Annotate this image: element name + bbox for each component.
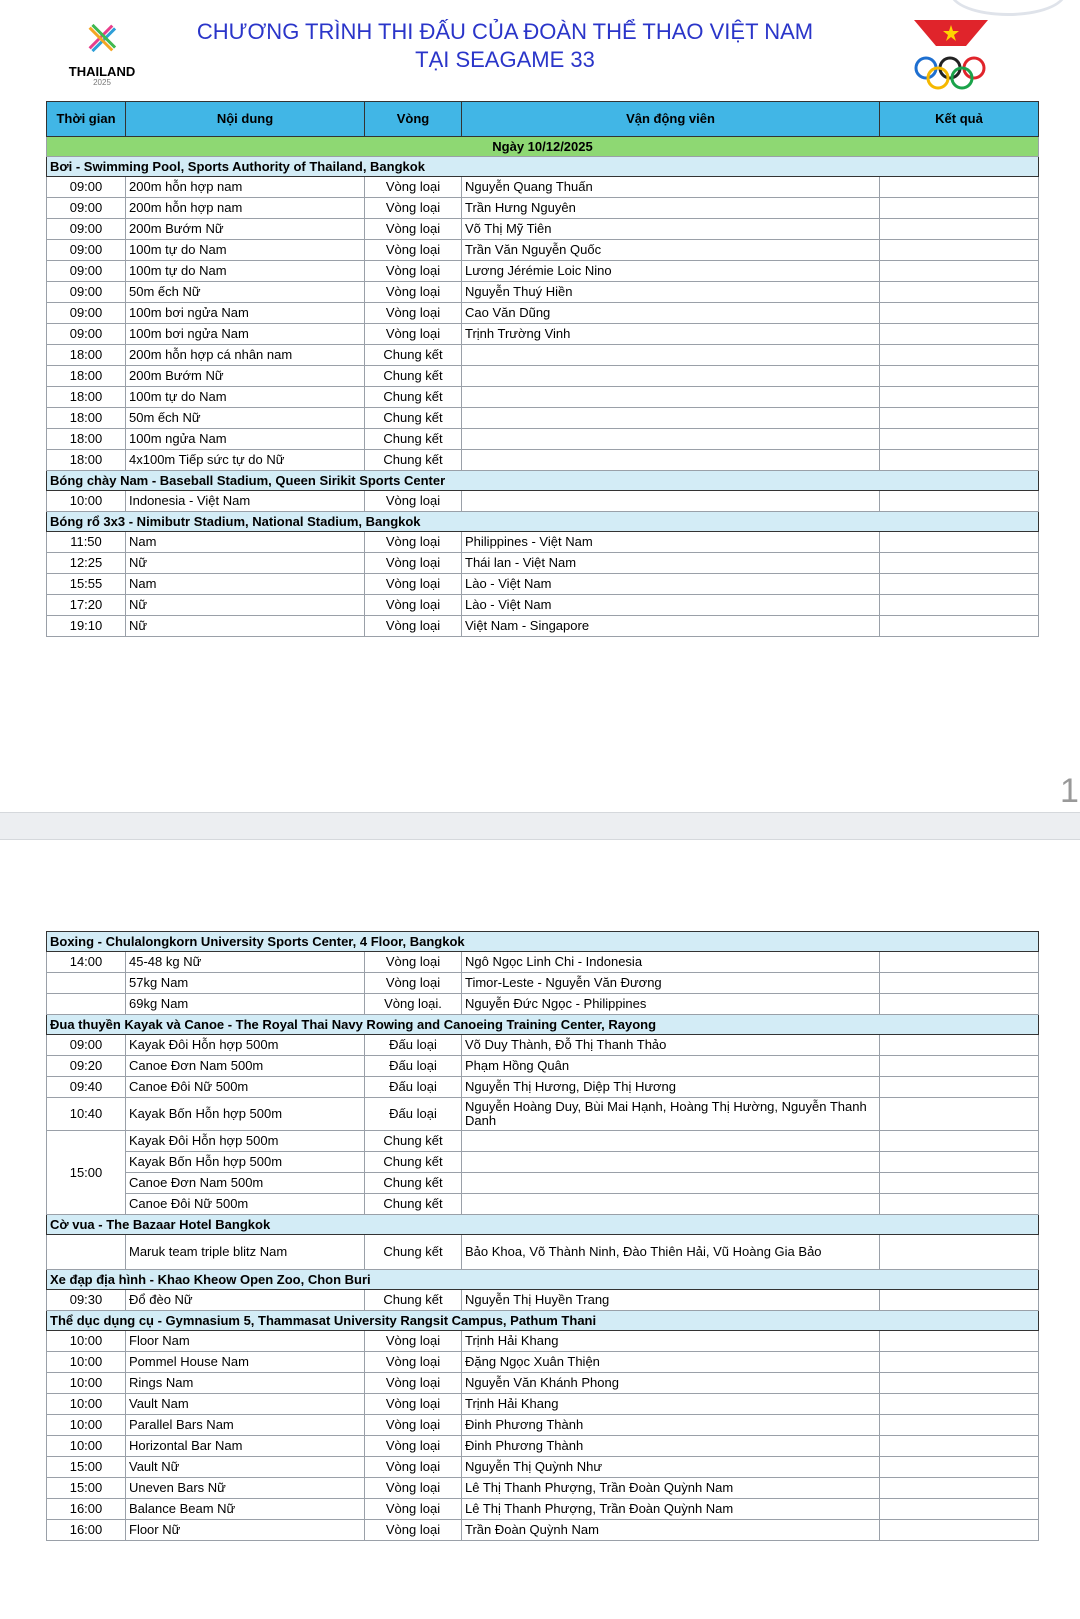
section-row bbox=[47, 512, 1039, 532]
cell-event: Kayak Bốn Hỗn hợp 500m bbox=[126, 1098, 365, 1131]
cell-round: Chung kết bbox=[365, 1235, 462, 1270]
section-title: Thể dục dụng cụ - Gymnasium 5, Thammasat University Rangsit Campus, Pathum Thani bbox=[47, 1311, 1039, 1331]
cell-time: 15:00 bbox=[47, 1131, 126, 1215]
cell-result bbox=[880, 1035, 1039, 1056]
cell-event: 100m ngửa Nam bbox=[126, 429, 365, 450]
cell-time: 09:00 bbox=[47, 1035, 126, 1056]
cell-result bbox=[880, 994, 1039, 1015]
schedule-table-page2 bbox=[46, 931, 1039, 1541]
cell-result bbox=[880, 553, 1039, 574]
cell-time: 15:00 bbox=[47, 1457, 126, 1478]
cell-athlete: Trần Đoàn Quỳnh Nam bbox=[462, 1520, 880, 1541]
cell-time: 09:00 bbox=[47, 303, 126, 324]
cell-athlete bbox=[462, 366, 880, 387]
cell-round: Vòng loại bbox=[365, 1394, 462, 1415]
cell-round: Vòng loại bbox=[365, 1373, 462, 1394]
cell-athlete: Trần Hưng Nguyên bbox=[462, 198, 880, 219]
section-title: Bóng rổ 3x3 - Nimibutr Stadium, National Stadium, Bangkok bbox=[47, 512, 1039, 532]
cell-time: 09:00 bbox=[47, 324, 126, 345]
cell-event: Kayak Bốn Hỗn hợp 500m bbox=[126, 1152, 365, 1173]
cell-event: Nữ bbox=[126, 595, 365, 616]
cell-event: Canoe Đơn Nam 500m bbox=[126, 1056, 365, 1077]
cell-event: Nữ bbox=[126, 553, 365, 574]
cell-event: 100m tự do Nam bbox=[126, 387, 365, 408]
table-row bbox=[47, 177, 1039, 198]
cell-event: Canoe Đôi Nữ 500m bbox=[126, 1194, 365, 1215]
cell-event: 200m hỗn hợp cá nhân nam bbox=[126, 345, 365, 366]
section-row bbox=[47, 932, 1039, 952]
cell-time: 16:00 bbox=[47, 1520, 126, 1541]
table-row bbox=[47, 1152, 1039, 1173]
table-row bbox=[47, 345, 1039, 366]
cell-time: 10:00 bbox=[47, 1373, 126, 1394]
cell-time: 19:10 bbox=[47, 616, 126, 637]
cell-athlete bbox=[462, 491, 880, 512]
cell-event: Maruk team triple blitz Nam bbox=[126, 1235, 365, 1270]
cell-athlete: Trần Văn Nguyễn Quốc bbox=[462, 240, 880, 261]
table-row bbox=[47, 1352, 1039, 1373]
table-row bbox=[47, 616, 1039, 637]
table-row bbox=[47, 324, 1039, 345]
cell-time: 18:00 bbox=[47, 345, 126, 366]
table-header-row bbox=[47, 102, 1039, 137]
cell-event: 200m hỗn hợp nam bbox=[126, 198, 365, 219]
cell-round: Vòng loại. bbox=[365, 994, 462, 1015]
cell-time: 10:00 bbox=[47, 1394, 126, 1415]
cell-result bbox=[880, 1373, 1039, 1394]
cell-event: 4x100m Tiếp sức tự do Nữ bbox=[126, 450, 365, 471]
cell-event: 100m tự do Nam bbox=[126, 240, 365, 261]
table-row bbox=[47, 387, 1039, 408]
section-title: Boxing - Chulalongkorn University Sports Center, 4 Floor, Bangkok bbox=[47, 932, 1039, 952]
cell-time: 09:20 bbox=[47, 1056, 126, 1077]
cell-round: Chung kết bbox=[365, 1152, 462, 1173]
table-row bbox=[47, 973, 1039, 994]
col-header-athlete: Vận động viên bbox=[462, 102, 880, 137]
page-header bbox=[0, 0, 1080, 100]
cell-athlete: Timor-Leste - Nguyễn Văn Đương bbox=[462, 973, 880, 994]
cell-round: Đấu loại bbox=[365, 1056, 462, 1077]
cell-athlete: Lê Thị Thanh Phượng, Trần Đoàn Quỳnh Nam bbox=[462, 1478, 880, 1499]
cell-round: Vòng loại bbox=[365, 240, 462, 261]
vietnam-olympic-emblem bbox=[910, 16, 1000, 96]
cell-event: 50m ếch Nữ bbox=[126, 408, 365, 429]
cell-time: 09:30 bbox=[47, 1290, 126, 1311]
col-header-event: Nội dung bbox=[126, 102, 365, 137]
table-row bbox=[47, 595, 1039, 616]
cell-event: Canoe Đơn Nam 500m bbox=[126, 1173, 365, 1194]
table-row bbox=[47, 1235, 1039, 1270]
table-row bbox=[47, 261, 1039, 282]
cell-athlete: Trịnh Hải Khang bbox=[462, 1394, 880, 1415]
table-row bbox=[47, 1056, 1039, 1077]
date-row bbox=[47, 137, 1039, 157]
section-title: Xe đạp địa hình - Khao Kheow Open Zoo, Chon Buri bbox=[47, 1270, 1039, 1290]
cell-time: 09:00 bbox=[47, 282, 126, 303]
table-row bbox=[47, 1499, 1039, 1520]
thailand-2025-logo bbox=[62, 16, 142, 86]
cell-result bbox=[880, 952, 1039, 973]
cell-round: Vòng loại bbox=[365, 198, 462, 219]
cell-result bbox=[880, 1499, 1039, 1520]
cell-round: Vòng loại bbox=[365, 1520, 462, 1541]
table-row bbox=[47, 994, 1039, 1015]
table-row bbox=[47, 1290, 1039, 1311]
cell-time: 18:00 bbox=[47, 429, 126, 450]
cell-time: 10:00 bbox=[47, 1415, 126, 1436]
cell-event: Balance Beam Nữ bbox=[126, 1499, 365, 1520]
cell-time bbox=[47, 994, 126, 1015]
cell-athlete: Nguyễn Thị Huyền Trang bbox=[462, 1290, 880, 1311]
cell-result bbox=[880, 1415, 1039, 1436]
cell-time: 09:00 bbox=[47, 261, 126, 282]
cell-result bbox=[880, 324, 1039, 345]
cell-round: Vòng loại bbox=[365, 1457, 462, 1478]
page-number: 1 bbox=[1060, 772, 1079, 810]
cell-athlete: Thái lan - Việt Nam bbox=[462, 553, 880, 574]
section-row bbox=[47, 1215, 1039, 1235]
cell-event: Vault Nam bbox=[126, 1394, 365, 1415]
cell-athlete: Lào - Việt Nam bbox=[462, 595, 880, 616]
table-row bbox=[47, 219, 1039, 240]
cell-result bbox=[880, 1194, 1039, 1215]
cell-result bbox=[880, 1478, 1039, 1499]
cell-result bbox=[880, 198, 1039, 219]
cell-round: Vòng loại bbox=[365, 1436, 462, 1457]
cell-event: 45-48 kg Nữ bbox=[126, 952, 365, 973]
cell-time bbox=[47, 1235, 126, 1270]
cell-event: 100m tự do Nam bbox=[126, 261, 365, 282]
cell-athlete: Nguyễn Thị Quỳnh Như bbox=[462, 1457, 880, 1478]
cell-time: 09:00 bbox=[47, 219, 126, 240]
cell-athlete: Võ Duy Thành, Đỗ Thị Thanh Thảo bbox=[462, 1035, 880, 1056]
col-header-time: Thời gian bbox=[47, 102, 126, 137]
cell-round: Đấu loại bbox=[365, 1077, 462, 1098]
cell-event: Uneven Bars Nữ bbox=[126, 1478, 365, 1499]
cell-round: Chung kết bbox=[365, 1131, 462, 1152]
cell-round: Vòng loại bbox=[365, 1352, 462, 1373]
cell-round: Vòng loại bbox=[365, 574, 462, 595]
section-row bbox=[47, 471, 1039, 491]
cell-athlete: Nguyễn Đức Ngọc - Philippines bbox=[462, 994, 880, 1015]
cell-time: 12:25 bbox=[47, 553, 126, 574]
cell-athlete bbox=[462, 1152, 880, 1173]
table-row bbox=[47, 1035, 1039, 1056]
cell-time: 18:00 bbox=[47, 408, 126, 429]
section-row bbox=[47, 1311, 1039, 1331]
cell-event: 200m hỗn hợp nam bbox=[126, 177, 365, 198]
cell-time: 09:00 bbox=[47, 177, 126, 198]
table-row bbox=[47, 450, 1039, 471]
table-row bbox=[47, 1373, 1039, 1394]
cell-event: 100m bơi ngửa Nam bbox=[126, 324, 365, 345]
cell-time: 18:00 bbox=[47, 366, 126, 387]
table-row bbox=[47, 1194, 1039, 1215]
cell-time: 15:55 bbox=[47, 574, 126, 595]
section-row bbox=[47, 1015, 1039, 1035]
table-row bbox=[47, 1520, 1039, 1541]
cell-event: Indonesia - Việt Nam bbox=[126, 491, 365, 512]
cell-athlete: Nguyễn Thuý Hiền bbox=[462, 282, 880, 303]
cell-event: Kayak Đôi Hỗn hợp 500m bbox=[126, 1131, 365, 1152]
cell-result bbox=[880, 1290, 1039, 1311]
cell-result bbox=[880, 1436, 1039, 1457]
cell-round: Chung kết bbox=[365, 429, 462, 450]
cell-athlete bbox=[462, 450, 880, 471]
cell-result bbox=[880, 429, 1039, 450]
cell-round: Vòng loại bbox=[365, 261, 462, 282]
table-row bbox=[47, 366, 1039, 387]
cell-athlete bbox=[462, 1173, 880, 1194]
logo-text: THAILAND bbox=[68, 64, 136, 79]
schedule-table-page1 bbox=[46, 101, 1039, 637]
cell-round: Vòng loại bbox=[365, 595, 462, 616]
table-row bbox=[47, 491, 1039, 512]
cell-event: Canoe Đôi Nữ 500m bbox=[126, 1077, 365, 1098]
table-row bbox=[47, 240, 1039, 261]
cell-athlete: Nguyễn Thị Hương, Diệp Thị Hương bbox=[462, 1077, 880, 1098]
cell-result bbox=[880, 366, 1039, 387]
title-line-1: CHƯƠNG TRÌNH THI ĐẤU CỦA ĐOÀN THỂ THAO VIỆT NAM bbox=[196, 19, 814, 44]
table-row bbox=[47, 408, 1039, 429]
section-title: Đua thuyền Kayak và Canoe - The Royal Thai Navy Rowing and Canoeing Training Center, Rayong bbox=[47, 1015, 1039, 1035]
cell-time: 09:40 bbox=[47, 1077, 126, 1098]
cell-athlete: Võ Thị Mỹ Tiên bbox=[462, 219, 880, 240]
cell-result bbox=[880, 1520, 1039, 1541]
cell-athlete: Đinh Phương Thành bbox=[462, 1415, 880, 1436]
cell-time: 09:00 bbox=[47, 240, 126, 261]
cell-time: 10:40 bbox=[47, 1098, 126, 1131]
page-title bbox=[150, 18, 860, 74]
cell-result bbox=[880, 1457, 1039, 1478]
table-row bbox=[47, 1131, 1039, 1152]
cell-athlete bbox=[462, 345, 880, 366]
cell-time: 10:00 bbox=[47, 1352, 126, 1373]
cell-event: Kayak Đôi Hỗn hợp 500m bbox=[126, 1035, 365, 1056]
cell-event: Floor Nữ bbox=[126, 1520, 365, 1541]
cell-result bbox=[880, 574, 1039, 595]
table-row bbox=[47, 532, 1039, 553]
cell-event: Nữ bbox=[126, 616, 365, 637]
cell-event: Nam bbox=[126, 574, 365, 595]
date-label: Ngày 10/12/2025 bbox=[47, 137, 1039, 157]
table-row bbox=[47, 198, 1039, 219]
cell-time: 18:00 bbox=[47, 450, 126, 471]
cell-time: 16:00 bbox=[47, 1499, 126, 1520]
cell-result bbox=[880, 973, 1039, 994]
cell-event: Pommel House Nam bbox=[126, 1352, 365, 1373]
cell-event: Vault Nữ bbox=[126, 1457, 365, 1478]
cell-time bbox=[47, 973, 126, 994]
cell-athlete: Lê Thị Thanh Phượng, Trần Đoàn Quỳnh Nam bbox=[462, 1499, 880, 1520]
table-row bbox=[47, 1077, 1039, 1098]
cell-round: Vòng loại bbox=[365, 219, 462, 240]
page-divider bbox=[0, 812, 1080, 840]
olympic-rings-icon bbox=[910, 50, 1000, 94]
cell-athlete: Lào - Việt Nam bbox=[462, 574, 880, 595]
cell-round: Chung kết bbox=[365, 1173, 462, 1194]
cell-round: Chung kết bbox=[365, 345, 462, 366]
cell-athlete: Philippines - Việt Nam bbox=[462, 532, 880, 553]
cell-round: Vòng loại bbox=[365, 282, 462, 303]
cell-result bbox=[880, 532, 1039, 553]
cell-round: Vòng loại bbox=[365, 616, 462, 637]
cell-round: Vòng loại bbox=[365, 973, 462, 994]
cell-event: Nam bbox=[126, 532, 365, 553]
cell-athlete bbox=[462, 408, 880, 429]
cell-athlete bbox=[462, 1194, 880, 1215]
cell-result bbox=[880, 240, 1039, 261]
cell-athlete bbox=[462, 387, 880, 408]
cell-round: Vòng loại bbox=[365, 177, 462, 198]
cell-athlete: Lương Jérémie Loic Nino bbox=[462, 261, 880, 282]
cell-result bbox=[880, 387, 1039, 408]
cell-result bbox=[880, 1152, 1039, 1173]
cell-athlete: Đặng Ngọc Xuân Thiện bbox=[462, 1352, 880, 1373]
cell-round: Đấu loại bbox=[365, 1098, 462, 1131]
cell-result bbox=[880, 1394, 1039, 1415]
cell-event: Đổ đèo Nữ bbox=[126, 1290, 365, 1311]
cell-result bbox=[880, 1056, 1039, 1077]
section-title: Bóng chày Nam - Baseball Stadium, Queen Sirikit Sports Center bbox=[47, 471, 1039, 491]
cell-event: 69kg Nam bbox=[126, 994, 365, 1015]
sea-games-emblem-icon bbox=[62, 16, 142, 64]
cell-result bbox=[880, 303, 1039, 324]
cell-athlete: Trịnh Hải Khang bbox=[462, 1331, 880, 1352]
cell-round: Vòng loại bbox=[365, 532, 462, 553]
table-row bbox=[47, 1394, 1039, 1415]
table-row bbox=[47, 429, 1039, 450]
cell-round: Vòng loại bbox=[365, 553, 462, 574]
cell-result bbox=[880, 491, 1039, 512]
cell-event: Rings Nam bbox=[126, 1373, 365, 1394]
cell-round: Chung kết bbox=[365, 1194, 462, 1215]
col-header-result: Kết quả bbox=[880, 102, 1039, 137]
cell-time: 18:00 bbox=[47, 387, 126, 408]
section-title: Bơi - Swimming Pool, Sports Authority of Thailand, Bangkok bbox=[47, 157, 1039, 177]
cell-round: Vòng loại bbox=[365, 952, 462, 973]
cell-result bbox=[880, 1235, 1039, 1270]
cell-time: 09:00 bbox=[47, 198, 126, 219]
cell-time: 10:00 bbox=[47, 1331, 126, 1352]
cell-time: 10:00 bbox=[47, 491, 126, 512]
cell-event: 100m bơi ngửa Nam bbox=[126, 303, 365, 324]
table-row bbox=[47, 1436, 1039, 1457]
logo-year: 2025 bbox=[93, 78, 111, 87]
cell-event: Floor Nam bbox=[126, 1331, 365, 1352]
table-row bbox=[47, 1331, 1039, 1352]
cell-athlete: Phạm Hồng Quân bbox=[462, 1056, 880, 1077]
cell-round: Vòng loại bbox=[365, 1415, 462, 1436]
table-row bbox=[47, 303, 1039, 324]
table-row bbox=[47, 282, 1039, 303]
cell-result bbox=[880, 1173, 1039, 1194]
cell-event: 50m ếch Nữ bbox=[126, 282, 365, 303]
cell-athlete: Việt Nam - Singapore bbox=[462, 616, 880, 637]
cell-round: Chung kết bbox=[365, 1290, 462, 1311]
section-row bbox=[47, 157, 1039, 177]
cell-round: Chung kết bbox=[365, 450, 462, 471]
col-header-round: Vòng bbox=[365, 102, 462, 137]
cell-event: 200m Bướm Nữ bbox=[126, 366, 365, 387]
cell-result bbox=[880, 616, 1039, 637]
cell-time: 11:50 bbox=[47, 532, 126, 553]
cell-result bbox=[880, 1131, 1039, 1152]
cell-athlete: Trịnh Trường Vinh bbox=[462, 324, 880, 345]
cell-round: Chung kết bbox=[365, 366, 462, 387]
table-row bbox=[47, 1478, 1039, 1499]
cell-time: 14:00 bbox=[47, 952, 126, 973]
cell-result bbox=[880, 261, 1039, 282]
cell-time: 10:00 bbox=[47, 1436, 126, 1457]
cell-athlete: Nguyễn Văn Khánh Phong bbox=[462, 1373, 880, 1394]
cell-result bbox=[880, 450, 1039, 471]
table-row bbox=[47, 553, 1039, 574]
cell-event: 57kg Nam bbox=[126, 973, 365, 994]
section-row bbox=[47, 1270, 1039, 1290]
title-line-2: TẠI SEAGAME 33 bbox=[415, 47, 595, 72]
cell-result bbox=[880, 282, 1039, 303]
table-row bbox=[47, 1457, 1039, 1478]
cell-round: Vòng loại bbox=[365, 491, 462, 512]
cell-result bbox=[880, 345, 1039, 366]
cell-round: Chung kết bbox=[365, 408, 462, 429]
cell-athlete: Cao Văn Dũng bbox=[462, 303, 880, 324]
table-row bbox=[47, 1098, 1039, 1131]
table-row bbox=[47, 574, 1039, 595]
cell-result bbox=[880, 219, 1039, 240]
cell-round: Vòng loại bbox=[365, 1478, 462, 1499]
cell-round: Vòng loại bbox=[365, 303, 462, 324]
cell-event: Parallel Bars Nam bbox=[126, 1415, 365, 1436]
cell-result bbox=[880, 408, 1039, 429]
cell-athlete: Nguyễn Hoàng Duy, Bùi Mai Hạnh, Hoàng Thị Hường, Nguyễn Thanh Danh bbox=[462, 1098, 880, 1131]
section-title: Cờ vua - The Bazaar Hotel Bangkok bbox=[47, 1215, 1039, 1235]
cell-result bbox=[880, 1098, 1039, 1131]
table-row bbox=[47, 1415, 1039, 1436]
cell-athlete: Bảo Khoa, Võ Thành Ninh, Đào Thiên Hải, Vũ Hoàng Gia Bảo bbox=[462, 1235, 880, 1270]
table-row bbox=[47, 952, 1039, 973]
cell-round: Vòng loại bbox=[365, 1331, 462, 1352]
cell-round: Chung kết bbox=[365, 387, 462, 408]
cell-round: Vòng loại bbox=[365, 324, 462, 345]
cell-time: 17:20 bbox=[47, 595, 126, 616]
cell-athlete: Đinh Phương Thành bbox=[462, 1436, 880, 1457]
table-row bbox=[47, 1173, 1039, 1194]
cell-round: Đấu loại bbox=[365, 1035, 462, 1056]
cell-athlete bbox=[462, 429, 880, 450]
cell-event: 200m Bướm Nữ bbox=[126, 219, 365, 240]
cell-athlete bbox=[462, 1131, 880, 1152]
cell-event: Horizontal Bar Nam bbox=[126, 1436, 365, 1457]
cell-result bbox=[880, 177, 1039, 198]
cell-time: 15:00 bbox=[47, 1478, 126, 1499]
cell-result bbox=[880, 1077, 1039, 1098]
cell-result bbox=[880, 595, 1039, 616]
cell-result bbox=[880, 1331, 1039, 1352]
cell-result bbox=[880, 1352, 1039, 1373]
cell-athlete: Ngô Ngọc Linh Chi - Indonesia bbox=[462, 952, 880, 973]
cell-athlete: Nguyễn Quang Thuấn bbox=[462, 177, 880, 198]
cell-round: Vòng loại bbox=[365, 1499, 462, 1520]
